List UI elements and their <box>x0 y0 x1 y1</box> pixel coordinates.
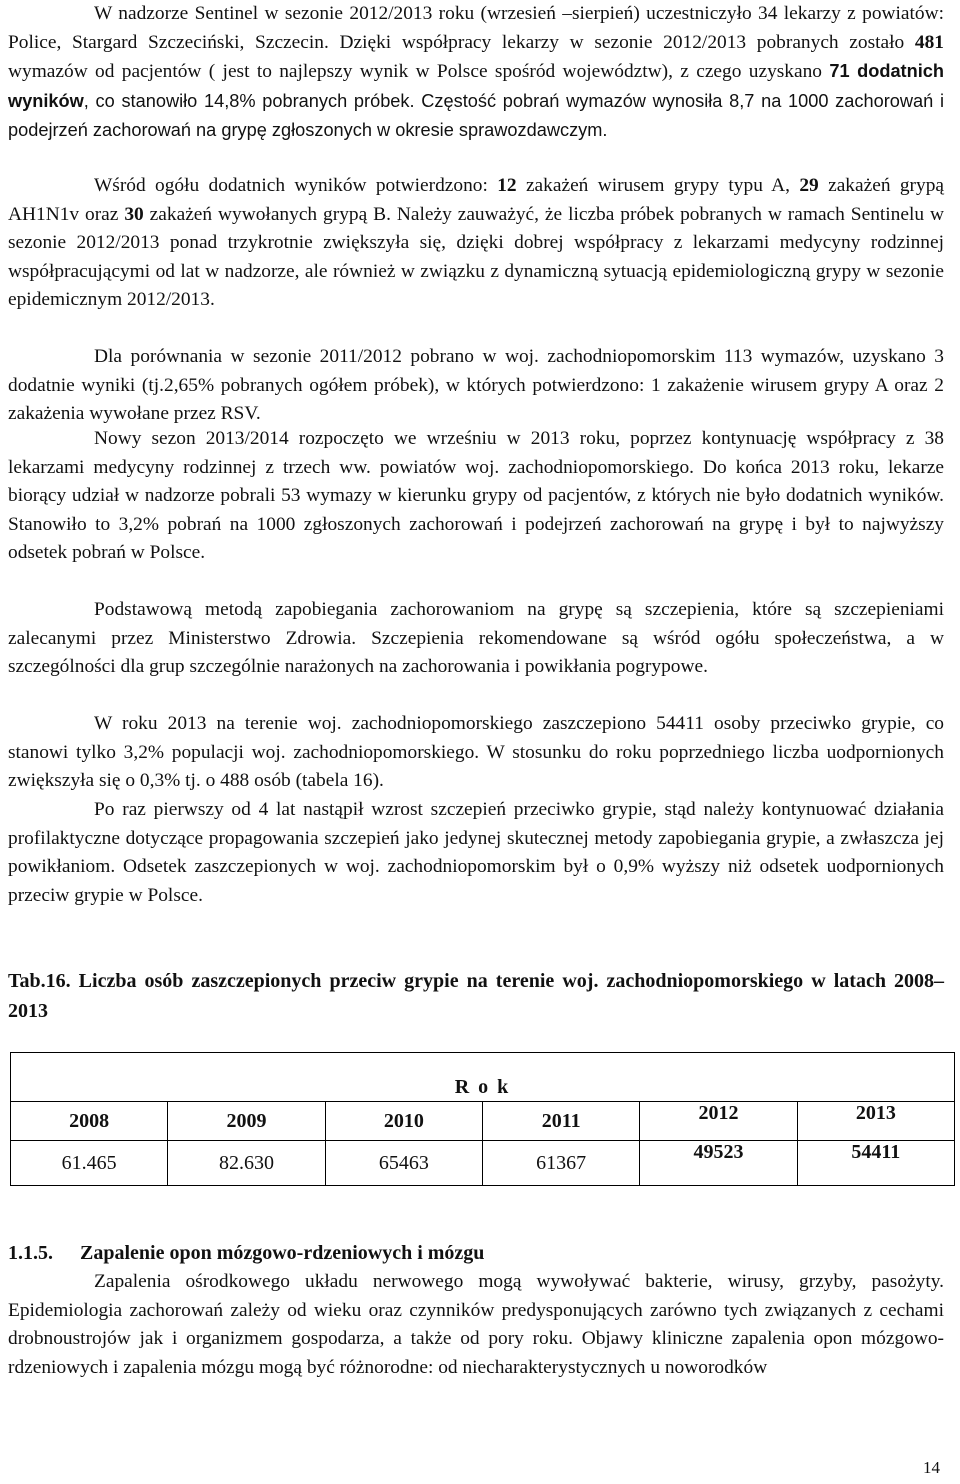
table-value-cell: 61.465 <box>11 1141 168 1186</box>
paragraph-positive-results <box>8 172 944 315</box>
paragraph-meningitis: Zapalenia ośrodkowego układu nerwowego mogą wywoływać bakterie, wirusy, grzyby, pasożyty. Epidemiologia zachorowań zależy od wieku oraz czynników predysponujących zarówno tych związanych z cechami drobnoustrojów jak i organizmem gospodarza, a także od pory roku. Objawy kliniczne zapalenia opon mózgowo- rdzeniowych i zapalenia mózgu mogą być różnorodne: od niecharakterystycznych u noworodków <box>8 1271 944 1378</box>
text-run: zakażeń wirusem grypy typu A, <box>516 175 800 196</box>
section-number: 1.1.5. <box>8 1242 53 1264</box>
table-caption: Tab.16. Liczba osób zaszczepionych przeciw grypie na terenie woj. zachodniopomorskiego w latach 2008–2013 <box>8 970 944 1022</box>
table-year-cell: 2011 <box>482 1102 639 1141</box>
table-group-header: R o k <box>11 1053 955 1102</box>
table-year-cell: 2013 <box>797 1102 954 1141</box>
paragraph-sentinel-2012-2013 <box>8 0 944 146</box>
text-run: zakażeń grypą AH1N1v oraz <box>8 175 945 225</box>
bold-value: 481 <box>914 31 944 53</box>
bold-value: 12 <box>497 175 517 196</box>
table-year-cell: 2009 <box>168 1102 325 1141</box>
table-year-cell: 2012 <box>640 1102 797 1141</box>
table-value-cell: 61367 <box>482 1141 639 1186</box>
bold-value: 29 <box>799 175 819 196</box>
text-run: wymazów od pacjentów ( jest to najlepszy wynik w Polsce spośród województw), z czego uzyskano <box>8 61 830 83</box>
text-run: , co stanowiło 14,8% pobranych próbek. Częstość pobrań wymazów wynosiła 8,7 na 1000 zachorowań i podejrzeń zachorowań na grypę zgłoszonych w okresie sprawozdawczym. <box>8 90 944 141</box>
page-number: 14 <box>923 1458 940 1477</box>
paragraph-season-2013-2014: Nowy sezon 2013/2014 rozpoczęto we wrześniu w 2013 roku, poprzez kontynuację współpracy z 38 lekarzami medycyny rodzinnej z trzech ww. powiatów woj. zachodniopomorskiego. Do końca 2013 roku, lekarze biorący udział w nadzorze pobrali 53 wymazy w kierunku grypy od pacjentów, z których nie było dodatnich wyników. Stanowiło to 3,2% pobrań na 1000 zgłoszonych zachorowań i podejrzeń zachorowań na grypę i był to najwyższy odsetek pobrań w Polsce. <box>8 428 944 564</box>
bold-value: 30 <box>124 203 144 225</box>
text-run: W nadzorze Sentinel w sezonie 2012/2013 roku (wrzesień –sierpień) uczestniczyło 34 lekarzy z powiatów: Police, Stargard Szczeciński, Szczecin. Dzięki współpracy lekarzy w sezonie 2012/2013 pobranych zostało <box>8 3 944 53</box>
paragraph-vaccination-2013: W roku 2013 na terenie woj. zachodniopomorskiego zaszczepiono 54411 osoby przeciwko grypie, co stanowi tylko 3,2% populacji woj. zachodniopomorskiego. W stosunku do roku poprzedniego liczba uodpornionych zwiększyła się o 0,3% tj. o 488 osób (tabela 16). <box>8 713 944 792</box>
section-title: Zapalenie opon mózgowo-rdzeniowych i mózgu <box>80 1242 485 1264</box>
vaccination-table <box>10 1052 955 1186</box>
text-run: Wśród ogółu dodatnich wyników potwierdzono: <box>94 175 498 196</box>
table-year-cell: 2008 <box>11 1102 168 1141</box>
bold-value: 71 dodatnich wyników <box>8 61 945 111</box>
paragraph-vaccination-growth: Po raz pierwszy od 4 lat nastąpił wzrost szczepień przeciwko grypie, stąd należy kontynuować działania profilaktyczne dotyczące propagowania szczepień jako jedynej skutecznej metody zapobiegania grypie, a zwłaszcza jej powikłaniom. Odsetek zaszczepionych w woj. zachodniopomorskim był o 0,9% wyższy niż odsetek uodpornionych przeciw grypie w Polsce. <box>8 799 944 906</box>
paragraph-season-2011-2012: Dla porównania w sezonie 2011/2012 pobrano w woj. zachodniopomorskim 113 wymazów, uzyskano 3 dodatnie wyniki (tj.2,65% pobranych ogółem próbek), w których potwierdzono: 1 zakażenie wirusem grypy A oraz 2 zakażenia wywołane przez RSV. <box>8 346 944 425</box>
section-heading <box>8 1238 484 1268</box>
table-value-cell: 54411 <box>797 1141 954 1186</box>
table-value-cell: 49523 <box>640 1141 797 1186</box>
text-run: zakażeń wywołanych grypą B. Należy zauważyć, że liczba próbek pobranych w ramach Sentinelu w sezonie 2012/2013 ponad trzykrotnie zwiększyła się, dzięki dobrej współpracy z lekarzami medycyny rodzinnej współpracującymi od lat w nadzorze, ale również w związku z dynamiczną sytuacją epidemiologiczną grypy w sezonie epidemicznym 2012/2013. <box>8 203 944 311</box>
table-value-cell: 82.630 <box>168 1141 325 1186</box>
table-year-cell: 2010 <box>325 1102 482 1141</box>
paragraph-vaccination-method: Podstawową metodą zapobiegania zachorowaniom na grypę są szczepienia, które są szczepieniami zalecanymi przez Ministerstwo Zdrowia. Szczepienia rekomendowane są wśród ogółu społeczeństwa, a w szczególności dla grup szczególnie narażonych na zachorowania i powikłania pogrypowe. <box>8 599 944 678</box>
table-value-cell: 65463 <box>325 1141 482 1186</box>
